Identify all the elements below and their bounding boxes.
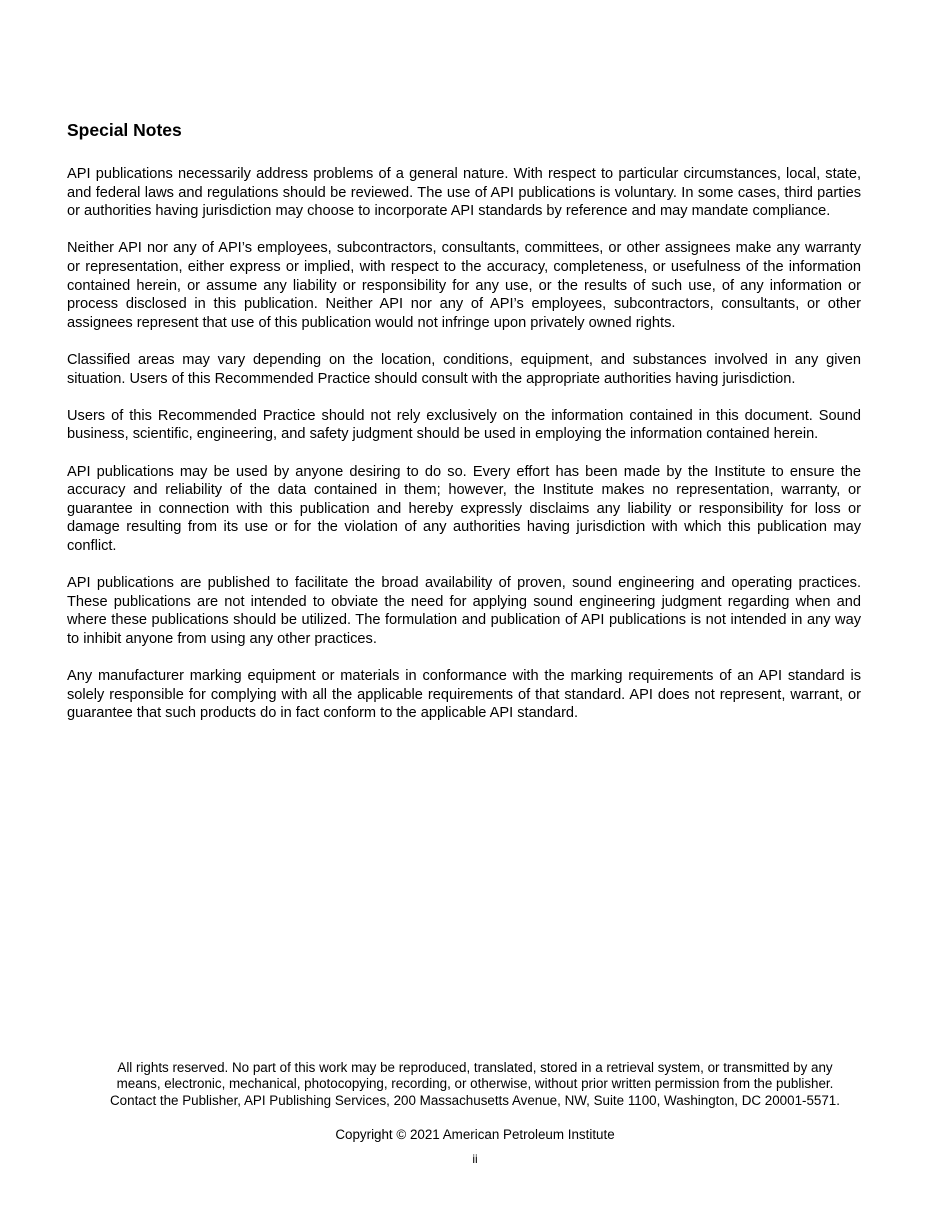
paragraph: Neither API nor any of API’s employees, subcontractors, consultants, committees, or other assignees make any warranty or representation, either express or implied, with respect to the accuracy, completeness, or usefulness of the information contained herein, or assume any liability or responsibility for any use, or the results of such use, of any information or process disclosed in this publication. Neither API nor any of API’s employees, subcontractors, consultants, or other assignees represent that use of this publication would not infringe upon privately owned rights.: [67, 240, 861, 331]
rights-notice: [40, 1060, 910, 1109]
paragraph: API publications are published to facilitate the broad availability of proven, sound engineering and operating practices. These publications are not intended to obviate the need for applying sound engineering judgment regarding when and where these publications should be utilized. The formulation and publication of API publications is not intended in any way to inhibit anyone from using any other practices.: [67, 575, 861, 647]
rights-line: Contact the Publisher, API Publishing Services, 200 Massachusetts Avenue, NW, Suite 1100, Washington, DC 20001-5571.: [110, 1092, 840, 1108]
paragraph: API publications necessarily address problems of a general nature. With respect to particular circumstances, local, state, and federal laws and regulations should be reviewed. The use of API publications is voluntary. In some cases, third parties or authorities having jurisdiction may choose to incorporate API standards by reference and may mandate compliance.: [67, 166, 861, 220]
rights-line: means, electronic, mechanical, photocopying, recording, or otherwise, without prior written permission from the publisher.: [116, 1076, 834, 1092]
paragraph: Users of this Recommended Practice should not rely exclusively on the information contained in this document. Sound business, scientific, engineering, and safety judgment should be used in employing the information contained herein.: [67, 407, 861, 443]
page-number: ii: [472, 1152, 478, 1166]
paragraph: Classified areas may vary depending on the location, conditions, equipment, and substances involved in any given situation. Users of this Recommended Practice should consult with the appropriate authorities having jurisdiction.: [67, 351, 861, 387]
paragraph: API publications may be used by anyone desiring to do so. Every effort has been made by the Institute to ensure the accuracy and reliability of the data contained in them; however, the Institute makes no representation, warranty, or guarantee in connection with this publication and hereby expressly disclaims any liability or responsibility for loss or damage resulting from its use or for the violation of any authorities having jurisdiction with which this publication may conflict.: [67, 463, 861, 554]
copyright-notice: Copyright © 2021 American Petroleum Institute: [335, 1127, 615, 1142]
paragraph: Any manufacturer marking equipment or materials in conformance with the marking requirements of an API standard is solely responsible for complying with all the applicable requirements of that standard. API does not represent, warrant, or guarantee that such products do in fact conform to the applicable API standard.: [67, 668, 861, 722]
rights-line: All rights reserved. No part of this work may be reproduced, translated, stored in a retrieval system, or transmitted by any: [117, 1060, 833, 1075]
body-text: [67, 165, 861, 741]
section-heading: Special Notes: [67, 120, 182, 140]
